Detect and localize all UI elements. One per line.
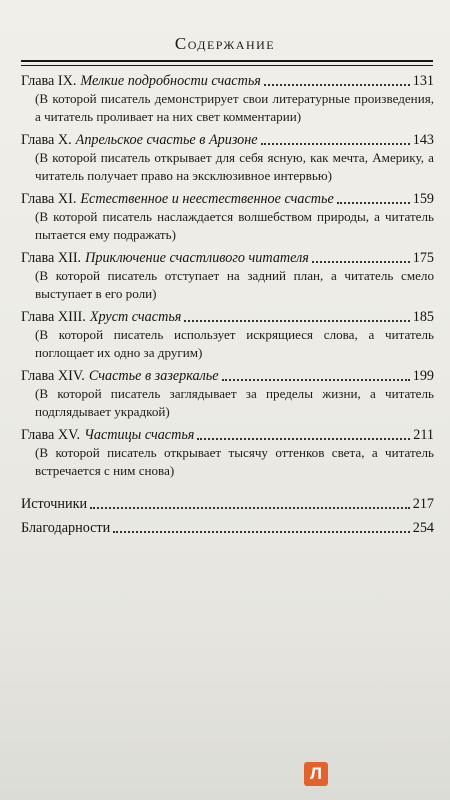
toc-entry [21, 72, 434, 125]
page-number: 159 [412, 191, 434, 207]
header-rule-thin [21, 65, 433, 66]
section-title: Благодарности [21, 520, 111, 536]
chapter-title: Счастье в зазеркалье [88, 368, 219, 384]
chapter-title: Приключение счастливого читателя [85, 250, 309, 266]
leader-dots [312, 260, 410, 263]
leader-dots [261, 142, 410, 145]
chapter-number: Глава IX. [21, 73, 77, 89]
chapter-title: Мелкие подробности счастья [80, 73, 261, 89]
toc-entry [21, 190, 434, 243]
section-title: Источники [21, 496, 88, 512]
chapter-description: (В которой писатель демонстрирует свои литературные произведения, а читатель проливает на них свет комментарии) [35, 91, 434, 124]
chapter-title: Естественное и неестественное счастье [80, 191, 334, 207]
chapter-number: Глава XI. [21, 191, 77, 207]
leader-dots [197, 437, 410, 440]
leader-dots [337, 201, 410, 204]
chapter-number: Глава XII. [21, 250, 82, 266]
leader-dots [90, 506, 410, 509]
header-rule-thick [21, 60, 433, 62]
publisher-logo-icon: Л [304, 762, 328, 786]
toc-entry [21, 367, 434, 420]
chapter-title: Частицы счастья [84, 427, 195, 443]
chapter-description: (В которой писатель открывает тысячу оттенков света, а читатель встречается с ним снова) [35, 445, 434, 478]
leader-dots [264, 83, 410, 86]
page-number: 217 [412, 496, 434, 512]
chapter-description: (В которой писатель наслаждается волшебством природы, а читатель пытается ему подражать) [35, 209, 434, 242]
chapter-title: Хруст счастья [89, 309, 182, 325]
chapter-number: Глава X. [21, 132, 72, 148]
page-number: 143 [412, 132, 434, 148]
page-number: 175 [412, 250, 434, 266]
chapter-number: Глава XIV. [21, 368, 85, 384]
chapter-description: (В которой писатель заглядывает за пределы жизни, а читатель подглядывает украдкой) [35, 386, 434, 419]
chapter-number: Глава XIII. [21, 309, 86, 325]
chapter-description: (В которой писатель отступает на задний план, а читатель смело выступает в его роли) [35, 268, 434, 301]
page-number: 254 [412, 520, 434, 536]
leader-dots [113, 530, 409, 533]
table-of-contents [21, 72, 434, 543]
toc-entry [21, 426, 434, 479]
chapter-title: Апрельское счастье в Аризоне [75, 132, 258, 148]
toc-entry-sources [21, 495, 434, 513]
page-number: 185 [412, 309, 434, 325]
toc-entry [21, 249, 434, 302]
toc-entry [21, 308, 434, 361]
chapter-description: (В которой писатель открывает для себя ясную, как мечта, Америку, а читатель получает право на эксклюзивное интервью) [35, 150, 434, 183]
toc-entry [21, 131, 434, 184]
page-number: 199 [412, 368, 434, 384]
page-number: 211 [413, 427, 434, 443]
page-title: Содержание [174, 34, 276, 53]
leader-dots [184, 319, 409, 322]
leader-dots [222, 378, 410, 381]
page-number: 131 [412, 73, 434, 89]
chapter-number: Глава XV. [21, 427, 81, 443]
chapter-description: (В которой писатель использует искрящиеся слова, а читатель поглощает их одно за другим) [35, 327, 434, 360]
toc-entry-acknowledgements [21, 519, 434, 537]
